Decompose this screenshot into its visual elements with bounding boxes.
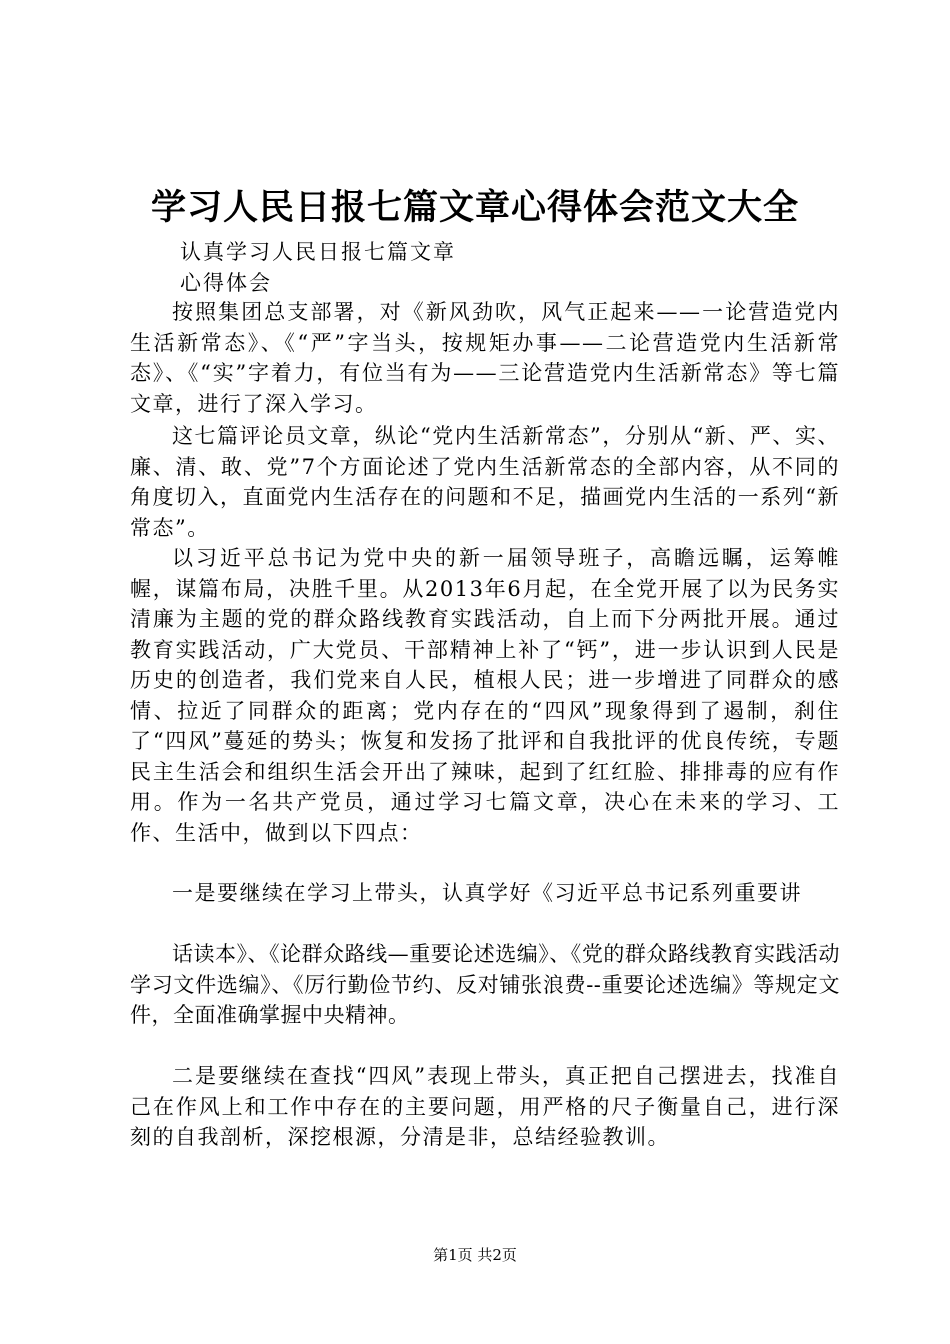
- paragraph-5: 话读本》、《论群众路线—重要论述选编》、《党的群众路线教育实践活动学习文件选编》、《厉行勤俭节约、反对铺张浪费--重要论述选编》等规定文件，全面准确掌握中央精神。: [130, 942, 840, 1027]
- subtitle-line-1: 认真学习人民日报七篇文章: [180, 240, 456, 264]
- paragraph-2: 这七篇评论员文章，纵论“党内生活新常态”，分别从“新、严、实、廉、清、敢、党”7个方面论述了党内生活新常态的全部内容，从不同的角度切入，直面党内生活存在的问题和不足，描画党内生活的一系列“新常态”。: [130, 424, 840, 540]
- document-title: 学习人民日报七篇文章心得体会范文大全: [150, 187, 799, 228]
- paragraph-1: 按照集团总支部署，对《新风劲吹，风气正起来——一论营造党内生活新常态》、《“严”字当头，按规矩办事——二论营造党内生活新常态》、《“实”字着力，有位当有为——三论营造党内生活新常态》等七篇文章，进行了深入学习。: [130, 300, 840, 416]
- paragraph-4: 一是要继续在学习上带头，认真学好《习近平总书记系列重要讲: [172, 881, 802, 905]
- page-indicator: 第1页 共2页: [433, 1246, 517, 1264]
- paragraph-6: 二是要继续在查找“四风”表现上带头，真正把自己摆进去，找准自己在作风上和工作中存在的主要问题，用严格的尺子衡量自己，进行深刻的自我剖析，深挖根源，分清是非，总结经验教训。: [130, 1064, 840, 1149]
- paragraph-3: 以习近平总书记为党中央的新一届领导班子，高瞻远瞩，运筹帷幄，谋篇布局，决胜千里。从2013年6月起，在全党开展了以为民务实清廉为主题的党的群众路线教育实践活动，自上而下分两批开展。通过教育实践活动，广大党员、干部精神上补了“钙”，进一步认识到人民是历史的创造者，我们党来自人民，植根人民；进一步增进了同群众的感情、拉近了同群众的距离；党内存在的“四风”现象得到了遏制，刹住了“四风”蔓延的势头；恢复和发扬了批评和自我批评的优良传统，专题民主生活会和组织生活会开出了辣味，起到了红红脸、排排毒的应有作用。作为一名共产党员，通过学习七篇文章，决心在未来的学习、工作、生活中，做到以下四点：: [130, 546, 840, 845]
- subtitle-line-2: 心得体会: [180, 271, 272, 295]
